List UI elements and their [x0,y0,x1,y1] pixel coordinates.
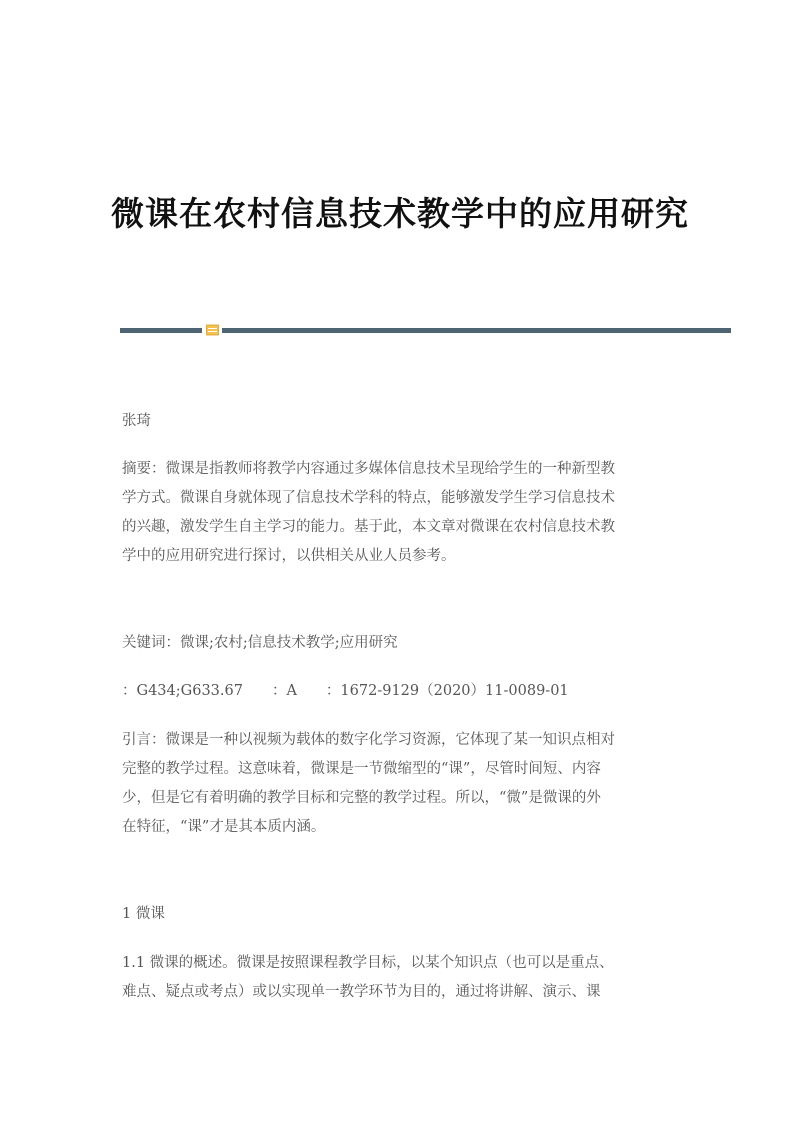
intro-line: 完整的教学过程。这意味着，微课是一节微缩型的“课”，尽管时间短、内容 [122,761,601,777]
abstract-line: 学中的应用研究进行探讨，以供相关从业人员参考。 [122,548,456,564]
abstract-line: 的兴趣，激发学生自主学习的能力。基于此，本文章对微课在农村信息技术教 [122,519,615,535]
abstract-line: 学方式。微课自身就体现了信息技术学科的特点，能够激发学生学习信息技术 [122,490,615,506]
keywords: 关键词：微课;农村;信息技术教学;应用研究 [122,635,398,651]
title-divider [120,324,731,336]
section-line: 1.1 微课的概述。微课是按照课程教学目标，以某个知识点（也可以是重点、 [122,955,614,971]
divider-bar-right [222,328,731,333]
document-title: 微课在农村信息技术教学中的应用研究 [111,194,689,233]
intro-line: 少，但是它有着明确的教学目标和完整的教学过程。所以，“微”是微课的外 [122,790,601,806]
introduction [122,726,682,842]
divider-bar-left [120,328,202,333]
section-body [122,949,682,1007]
classification-line: ：G434;G633.67 ：A ：1672-9129（2020）11-0089-01 [122,683,569,699]
author-name: 张琦 [122,413,151,429]
section-line: 难点、疑点或考点）或以实现单一教学环节为目的，通过将讲解、演示、课 [122,984,601,1000]
abstract-line: 摘要：微课是指教师将教学内容通过多媒体信息技术呈现给学生的一种新型教 [122,461,615,477]
intro-line: 引言：微课是一种以视频为载体的数字化学习资源，它体现了某一知识点相对 [122,732,615,748]
folded-tag-icon [206,324,219,336]
abstract [122,455,682,571]
section-heading: 1 微课 [122,906,165,922]
intro-line: 在特征，“课”才是其本质内涵。 [122,819,326,835]
